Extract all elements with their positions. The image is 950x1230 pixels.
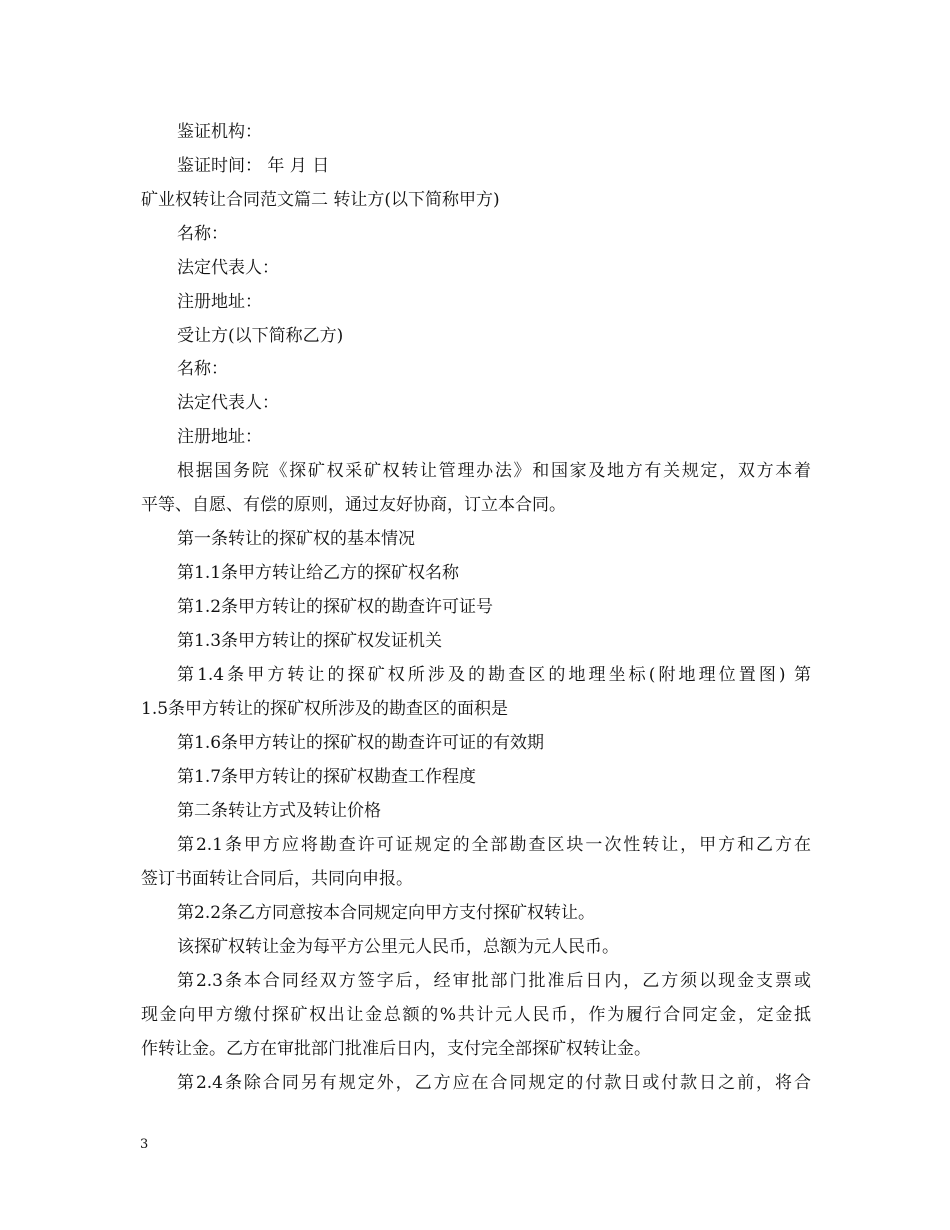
section-heading: 矿业权转让合同范文篇二 转让方(以下简称甲方) bbox=[141, 190, 500, 210]
text-line: 鉴证机构： bbox=[177, 122, 262, 142]
text-line: 第2.2条乙方同意按本合同规定向甲方支付探矿权转让。 bbox=[177, 903, 596, 923]
text-line: 该探矿权转让金为每平方公里元人民币，总额为元人民币。 bbox=[177, 937, 619, 957]
text-line: 法定代表人： bbox=[177, 258, 279, 278]
text-line: 第1.7条甲方转让的探矿权勘查工作程度 bbox=[177, 767, 477, 787]
text-line: 第2.1条甲方应将勘查许可证规定的全部勘查区块一次性转让，甲方和乙方在 bbox=[177, 835, 811, 855]
text-line: 第2.4条除合同另有规定外，乙方应在合同规定的付款日或付款日之前，将合 bbox=[177, 1073, 811, 1093]
text-line: 注册地址： bbox=[177, 427, 262, 447]
text-line: 第1.2条甲方转让的探矿权的勘查许可证号 bbox=[177, 597, 494, 617]
text-line: 第1.3条甲方转让的探矿权发证机关 bbox=[177, 631, 443, 651]
text-line: 第一条转让的探矿权的基本情况 bbox=[177, 529, 415, 549]
text-line: 第2.3条本合同经双方签字后，经审批部门批准后日内，乙方须以现金支票或 bbox=[177, 971, 811, 991]
text-line: 注册地址： bbox=[177, 292, 262, 312]
text-line: 第1.6条甲方转让的探矿权的勘查许可证的有效期 bbox=[177, 733, 545, 753]
text-line: 名称： bbox=[177, 359, 228, 379]
text-line: 签订书面转让合同后，共同向申报。 bbox=[141, 869, 413, 889]
text-line: 1.5条甲方转让的探矿权所涉及的勘查区的面积是 bbox=[141, 699, 509, 719]
text-line: 鉴证时间： 年 月 日 bbox=[177, 156, 330, 176]
text-line: 平等、自愿、有偿的原则，通过友好协商，订立本合同。 bbox=[141, 495, 566, 515]
text-line: 第1.4条甲方转让的探矿权所涉及的勘查区的地理坐标(附地理位置图) 第 bbox=[177, 665, 811, 685]
page-number: 3 bbox=[140, 1137, 149, 1152]
text-line: 名称： bbox=[177, 224, 228, 244]
text-line: 第1.1条甲方转让给乙方的探矿权名称 bbox=[177, 563, 460, 583]
text-line: 现金向甲方缴付探矿权出让金总额的%共计元人民币，作为履行合同定金，定金抵 bbox=[141, 1005, 811, 1025]
text-line: 受让方(以下简称乙方) bbox=[177, 326, 344, 346]
text-line: 第二条转让方式及转让价格 bbox=[177, 801, 381, 821]
text-line: 根据国务院《探矿权采矿权转让管理办法》和国家及地方有关规定，双方本着 bbox=[177, 461, 811, 481]
text-line: 法定代表人： bbox=[177, 393, 279, 413]
text-line: 作转让金。乙方在审批部门批准后日内，支付完全部探矿权转让金。 bbox=[141, 1039, 651, 1059]
